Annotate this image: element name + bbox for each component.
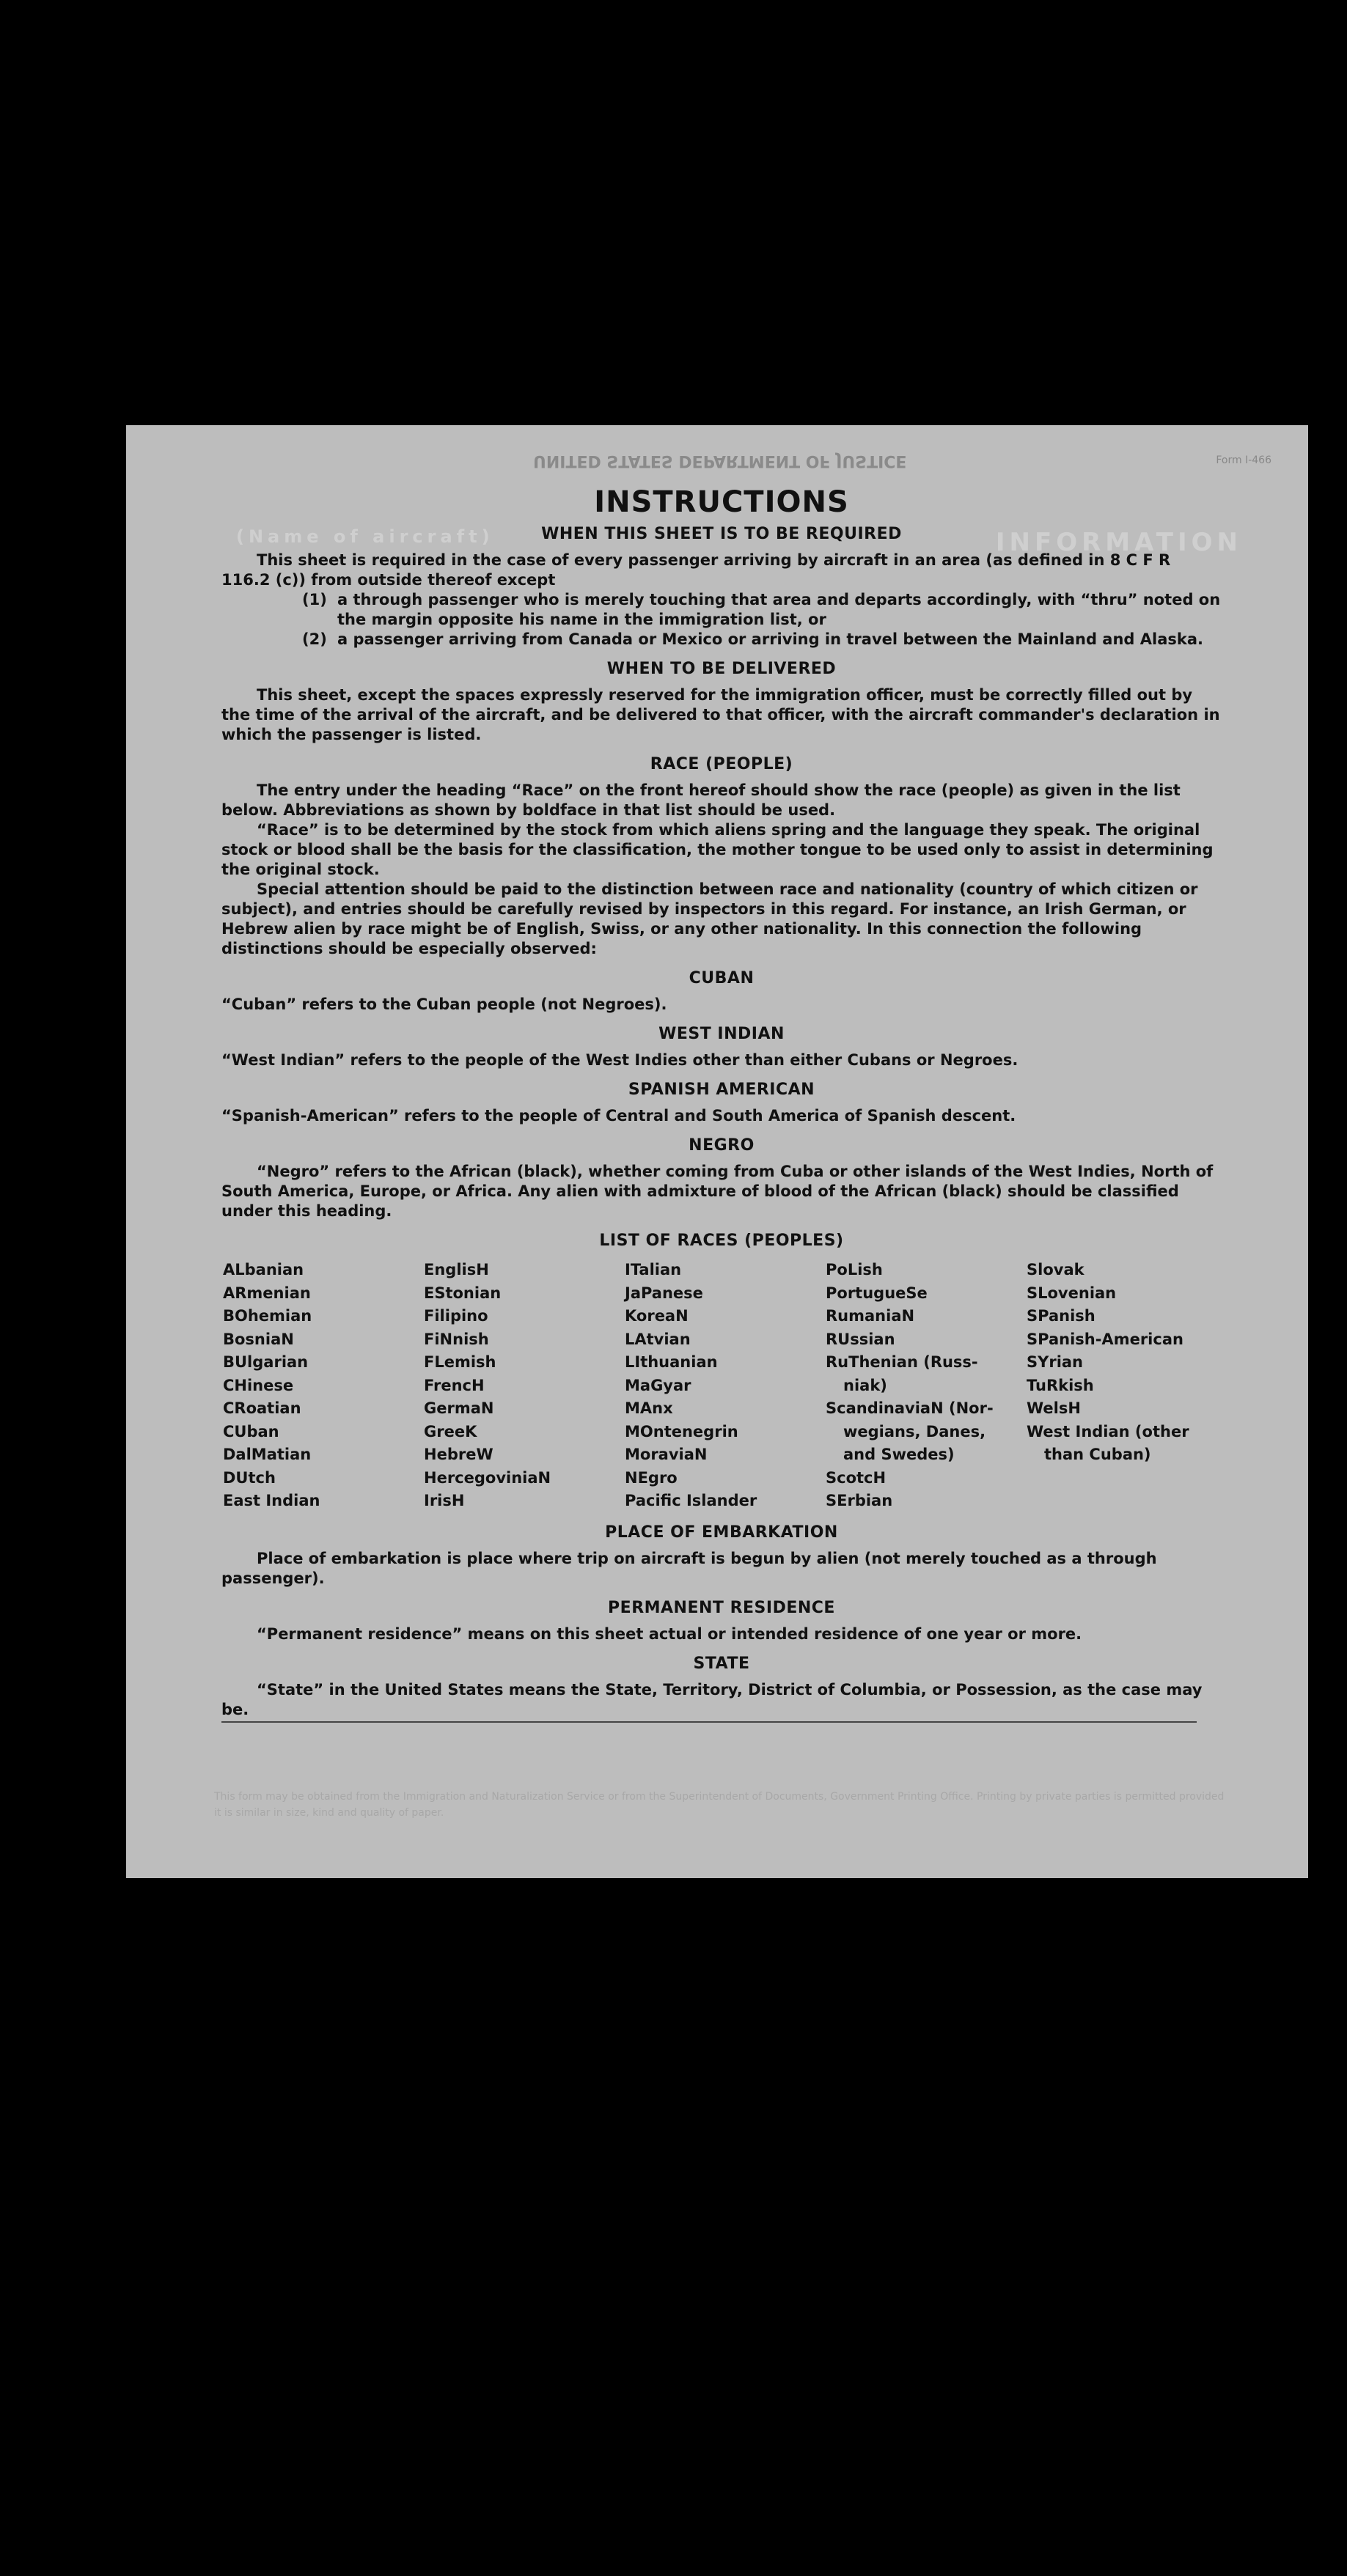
bleed-through-right: INFORMATION: [995, 528, 1242, 557]
exception-number: (2): [302, 630, 327, 648]
race-entry: EStonian: [424, 1284, 502, 1302]
race-entry: MoraviaN: [625, 1446, 708, 1463]
exception-item: [302, 630, 1222, 649]
heading-west-indian: WEST INDIAN: [658, 1025, 785, 1043]
race-entry: SYrian: [1027, 1353, 1084, 1371]
exception-item: [302, 590, 1222, 630]
race-entry: ScotcH: [826, 1468, 887, 1487]
exception-text: a passenger arriving from Canada or Mexico or arriving in travel between the Mainland and Alaska.: [337, 630, 1203, 648]
residence-paragraph: “Permanent residence” means on this sheet actual or intended residence of one year or more.: [257, 1624, 1082, 1643]
race-entry: DalMatian: [223, 1446, 312, 1463]
embarkation-paragraph: Place of embarkation is place where trip on aircraft is begun by alien (not merely touched as a through passenger).: [221, 1549, 1157, 1587]
race-entry: MOntenegrin: [625, 1422, 738, 1440]
race-entry: CUban: [223, 1422, 279, 1440]
race-entry: SLovenian: [1027, 1284, 1117, 1302]
races-column: [826, 1259, 1027, 1513]
race-entry: BOhemian: [223, 1307, 312, 1325]
heading-state: STATE: [693, 1654, 750, 1673]
race-entry: DUtch: [223, 1468, 276, 1487]
race-entry: ScandinaviaN (Nor-: [826, 1399, 994, 1417]
race-entry: FiNnish: [424, 1330, 489, 1348]
race-entry: wegians, Danes,: [843, 1422, 986, 1440]
race-entry: West Indian (other: [1027, 1422, 1189, 1440]
exception-list: [302, 590, 1222, 649]
race-entry: FLemish: [424, 1353, 496, 1371]
race-paragraph: Special attention should be paid to the distinction between race and nationality (country of which citizen or subject), and entries should be carefully revised by inspectors in this regard. For instance, an Irish German, or Hebrew alien by race might be of English, Swiss, or any other nationality. In this connection the following distinctions should be especially observed:: [221, 880, 1198, 957]
heading-race: RACE (PEOPLE): [650, 755, 793, 773]
race-entry: BosniaN: [223, 1330, 294, 1348]
race-entry: CHinese: [223, 1376, 294, 1394]
races-list: [223, 1259, 1222, 1513]
heading-when-delivered: WHEN TO BE DELIVERED: [606, 660, 837, 678]
race-entry: and Swedes): [843, 1446, 955, 1463]
race-entry: than Cuban): [1044, 1446, 1151, 1463]
negro-paragraph: “Negro” refers to the African (black), whether coming from Cuba or other islands of the West Indies, North of South America, Europe, or Africa. Any alien with admixture of blood of the African (black) should be classified under this heading.: [221, 1163, 1214, 1220]
race-entry: MAnx: [625, 1399, 673, 1417]
race-entry: RUssian: [826, 1330, 895, 1348]
bottom-rule: [221, 1721, 1197, 1723]
heading-permanent-residence: PERMANENT RESIDENCE: [608, 1598, 835, 1617]
exception-text: a through passenger who is merely touching that area and departs accordingly, with “thru” noted on the margin opposite his name in the immigration list, or: [337, 591, 1221, 628]
race-entry: Filipino: [424, 1307, 488, 1325]
race-entry: LIthuanian: [625, 1353, 718, 1371]
form-number-bleed: Form I-466: [1216, 455, 1271, 466]
race-entry: SPanish-American: [1027, 1330, 1183, 1348]
west-indian-paragraph: “West Indian” refers to the people of the West Indies other than either Cubans or Negroes.: [221, 1051, 1018, 1069]
spanish-american-paragraph: “Spanish-American” refers to the people of Central and South America of Spanish descent.: [221, 1107, 1016, 1125]
race-paragraph: “Race” is to be determined by the stock from which aliens spring and the language they speak. The original stock or blood shall be the basis for the classification, the mother tongue to be used only to assist in determining the original stock.: [221, 821, 1214, 878]
document-title: INSTRUCTIONS: [594, 485, 849, 519]
race-entry: WelsH: [1027, 1399, 1081, 1417]
race-entry: PoLish: [826, 1261, 883, 1278]
heading-spanish-american: SPANISH AMERICAN: [628, 1081, 815, 1099]
race-entry: RuThenian (Russ-: [826, 1353, 978, 1371]
race-entry: BUlgarian: [223, 1353, 309, 1371]
race-entry: RumaniaN: [826, 1307, 915, 1325]
race-entry: niak): [843, 1376, 887, 1394]
required-intro: This sheet is required in the case of every passenger arriving by aircraft in an area (as defined in 8 C F R 116.2 (c)) from outside thereof except: [221, 551, 1171, 589]
state-paragraph: “State” in the United States means the State, Territory, District of Columbia, or Possession, as the case may be.: [221, 1680, 1203, 1718]
race-entry: JaPanese: [625, 1284, 703, 1302]
race-entry: ALbanian: [223, 1261, 304, 1278]
race-entry: East Indian: [223, 1492, 320, 1509]
cuban-paragraph: “Cuban” refers to the Cuban people (not Negroes).: [221, 996, 667, 1013]
race-entry: NEgro: [625, 1468, 678, 1487]
races-column: [1027, 1259, 1217, 1513]
race-entry: GreeK: [424, 1422, 477, 1440]
heading-list-of-races: LIST OF RACES (PEOPLES): [599, 1232, 844, 1250]
race-entry: MaGyar: [625, 1376, 691, 1394]
race-entry: LAtvian: [625, 1330, 691, 1348]
bleed-through-footer: This form may be obtained from the Immigration and Naturalization Service or from the Superintendent of Documents, Government Printing Office. Printing by private parties is permitted provided it is similar in size, kind and quality of paper.: [214, 1791, 1225, 1819]
races-column: [223, 1259, 424, 1513]
exception-number: (1): [302, 591, 327, 608]
races-column: [424, 1259, 625, 1513]
race-entry: EnglisH: [424, 1261, 489, 1278]
race-entry: Pacific Islander: [625, 1492, 757, 1509]
race-entry: HercegoviniaN: [424, 1468, 551, 1487]
race-entry: CRoatian: [223, 1399, 301, 1417]
race-entry: FrencH: [424, 1376, 485, 1394]
instruction-sheet: [126, 425, 1308, 1878]
race-paragraph: The entry under the heading “Race” on the front hereof should show the race (people) as given in the list below. Abbreviations as shown by boldface in that list should be used.: [221, 781, 1181, 819]
race-entry: SPanish: [1027, 1307, 1095, 1325]
race-entry: Slovak: [1027, 1261, 1084, 1278]
race-entry: GermaN: [424, 1399, 494, 1417]
bleed-through-left: (Name of aircraft): [236, 526, 494, 547]
heading-negro: NEGRO: [689, 1136, 755, 1155]
heading-when-required: WHEN THIS SHEET IS TO BE REQUIRED: [541, 525, 902, 543]
race-entry: PortugueSe: [826, 1284, 928, 1302]
race-entry: TuRkish: [1027, 1376, 1094, 1394]
race-entry: HebreW: [424, 1446, 493, 1463]
race-entry: ARmenian: [223, 1284, 311, 1302]
bleed-through-header: UNITED STATES DEPARTMENT OF JUSTICE: [533, 452, 907, 470]
heading-cuban: CUBAN: [689, 969, 755, 987]
delivery-paragraph: This sheet, except the spaces expressly reserved for the immigration officer, must be correctly filled out by the time of the arrival of the aircraft, and be delivered to that officer, with the aircraft commander's declaration in which the passenger is listed.: [221, 686, 1220, 743]
race-entry: SErbian: [826, 1492, 893, 1509]
race-entry: ITalian: [625, 1261, 682, 1278]
races-column: [625, 1259, 826, 1513]
heading-place-of-embarkation: PLACE OF EMBARKATION: [605, 1523, 838, 1542]
race-entry: KoreaN: [625, 1307, 689, 1325]
race-entry: IrisH: [424, 1492, 465, 1509]
